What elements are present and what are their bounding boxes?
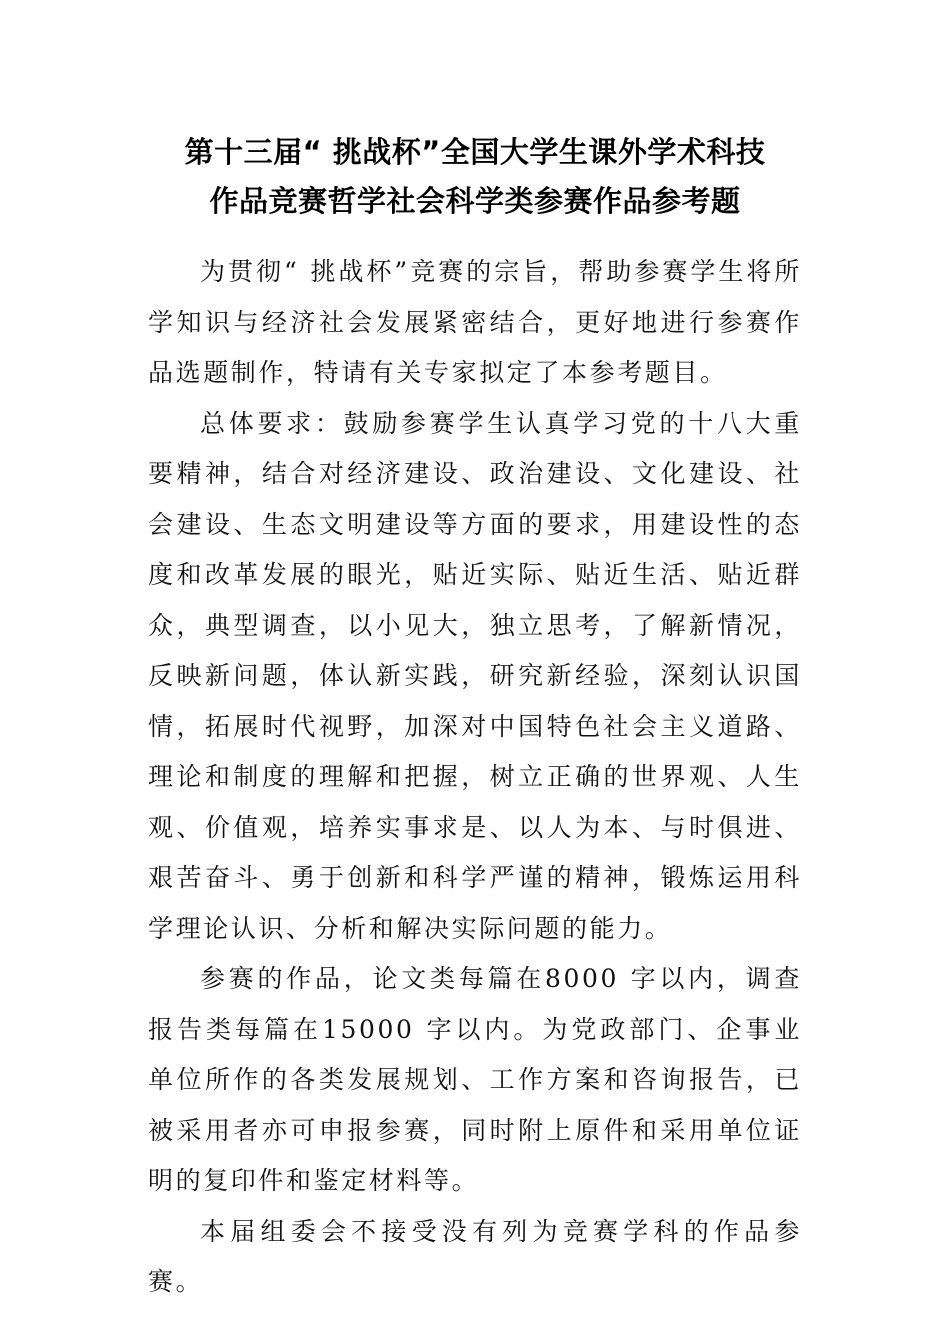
paragraph-exclusion-notice: 本届组委会不接受没有列为竞赛学科的作品参赛。 — [148, 1216, 802, 1296]
paragraph-word-limits: 参赛的作品，论文类每篇在8000 字以内，调查报告类每篇在15000 字以内。为党政部门、企事业单位所作的各类发展规划、工作方案和咨询报告，已被采用者亦可申报参赛，同时附上原件和采用单位证明的复印件和鉴定材料等。 — [148, 964, 802, 1195]
paragraph-general-requirements: 总体要求：鼓励参赛学生认真学习党的十八大重要精神，结合对经济建设、政治建设、文化建设、社会建设、生态文明建设等方面的要求，用建设性的态度和改革发展的眼光，贴近实际、贴近生活、贴近群众，典型调查，以小见大，独立思考，了解新情况，反映新问题，体认新实践，研究新经验，深刻认识国情，拓展时代视野，加深对中国特色社会主义道路、理论和制度的理解和把握，树立正确的世界观、人生观、价值观，培养实事求是、以人为本、与时俱进、艰苦奋斗、勇于创新和科学严谨的精神，锻炼运用科学理论认识、分析和解决实际问题的能力。 — [148, 408, 802, 943]
document-title-line-2: 作品竞赛哲学社会科学类参赛作品参考题 — [209, 184, 741, 218]
paragraph-purpose: 为贯彻“ 挑战杯”竞赛的宗旨，帮助参赛学生将所学知识与经济社会发展紧密结合，更好地进行参赛作品选题制作，特请有关专家拟定了本参考题目。 — [148, 257, 802, 387]
document-title-line-1: 第十三届“ 挑战杯”全国大学生课外学术科技 — [184, 135, 766, 169]
document-body — [148, 247, 802, 1308]
